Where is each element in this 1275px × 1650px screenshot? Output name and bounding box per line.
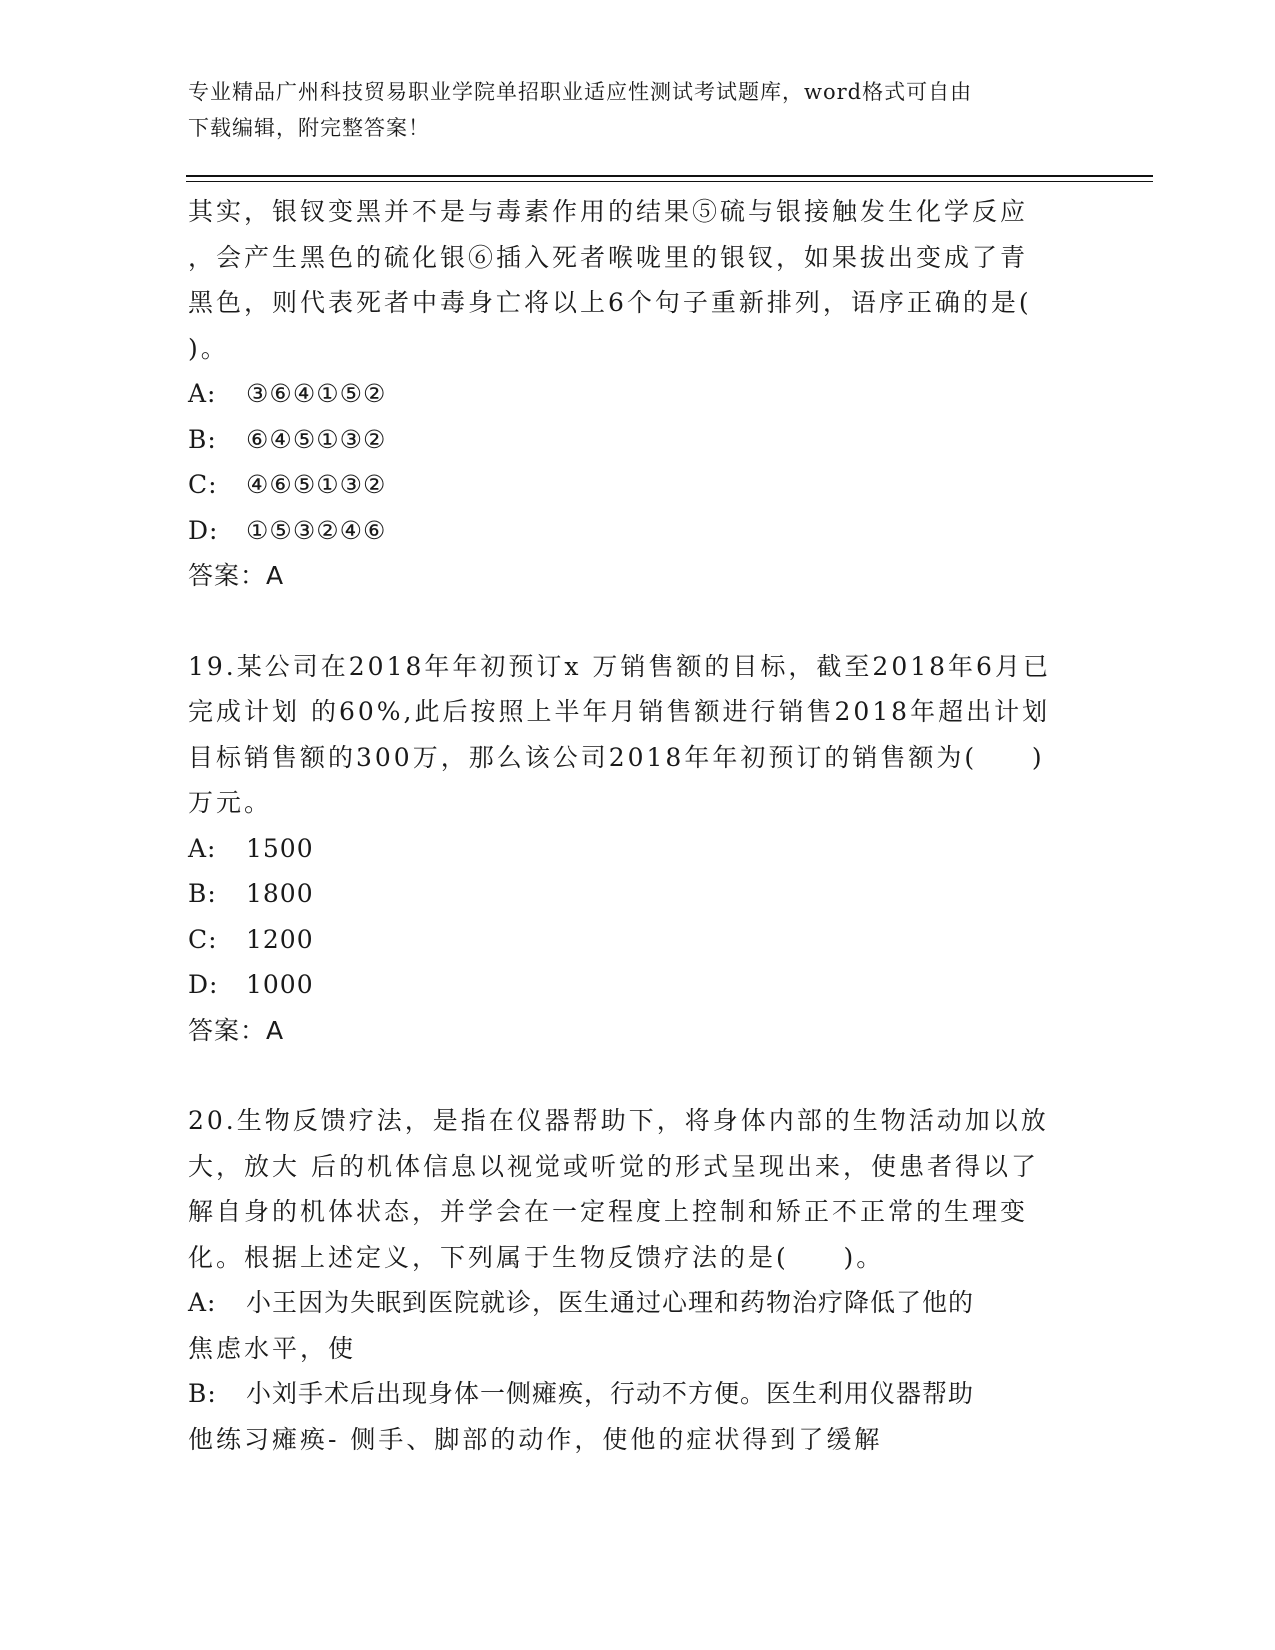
option-label: A: xyxy=(188,1288,217,1317)
answer: 答案：A xyxy=(188,561,285,590)
option-label: B: xyxy=(188,424,217,454)
option-label: D: xyxy=(188,515,219,545)
option-c xyxy=(188,917,1088,963)
option-label: B: xyxy=(188,879,217,908)
question-stem-line: 万元。 xyxy=(188,788,273,817)
option-text: ①⑤③②④⑥ xyxy=(246,515,387,545)
option-a xyxy=(188,826,1088,872)
option-label: D: xyxy=(188,970,219,999)
question-stem-line: 大，放大 后的机体信息以视觉或听觉的形式呈现出来，使患者得以了 xyxy=(188,1151,1039,1181)
header-line-1: 专业精品广州科技贸易职业学院单招职业适应性测试考试题库，word格式可自由 xyxy=(188,80,973,104)
answer: 答案：A xyxy=(188,1015,285,1045)
option-label: C: xyxy=(188,470,218,499)
option-d xyxy=(188,962,1088,1008)
question-stem-line: ，会产生黑色的硫化银⑥插入死者喉咙里的银钗，如果拔出变成了青 xyxy=(188,242,1029,272)
question-stem-line: 黑色，则代表死者中毒身亡将以上6个句子重新排列，语序正确的是( xyxy=(188,288,1032,317)
option-continuation: 焦虑水平，使 xyxy=(188,1333,357,1363)
option-b xyxy=(188,871,1088,917)
option-c xyxy=(188,462,1088,508)
option-text: 小刘手术后出现身体一侧瘫痪，行动不方便。医生利用仪器帮助 xyxy=(246,1379,975,1408)
question-stem-line: )。 xyxy=(188,333,229,363)
option-d xyxy=(188,508,1088,554)
option-text: ④⑥⑤①③② xyxy=(246,470,387,499)
question-20 xyxy=(188,1098,1088,1462)
option-label: A: xyxy=(188,379,217,408)
option-label: A: xyxy=(188,833,217,863)
option-a xyxy=(188,1280,1088,1326)
question-stem-line: 20.生物反馈疗法，是指在仪器帮助下，将身体内部的生物活动加以放 xyxy=(188,1106,1049,1135)
option-b xyxy=(188,417,1088,463)
option-label: B: xyxy=(188,1379,217,1408)
question-stem-line: 19.某公司在2018年年初预订x 万销售额的目标，截至2018年6月已 xyxy=(188,651,1051,681)
spacer xyxy=(188,599,1088,644)
option-continuation: 他练习瘫痪- 侧手、脚部的动作，使他的症状得到了缓解 xyxy=(188,1424,883,1454)
header-rule-thin xyxy=(186,181,1153,182)
document-body xyxy=(188,189,1088,1462)
option-text: 小王因为失眠到医院就诊，医生通过心理和药物治疗降低了他的 xyxy=(246,1288,975,1317)
option-label: C: xyxy=(188,924,218,954)
option-text: 1000 xyxy=(246,970,314,999)
header-line-2: 下载编辑，附完整答案！ xyxy=(188,116,430,140)
question-19 xyxy=(188,644,1088,1054)
option-text: 1200 xyxy=(246,924,314,954)
spacer xyxy=(188,1053,1088,1098)
option-text: ⑥④⑤①③② xyxy=(246,424,387,454)
question-stem-line: 目标销售额的300万，那么该公司2018年年初预订的销售额为( ) xyxy=(188,742,1045,772)
header-rule-thick xyxy=(186,175,1153,177)
option-text: ③⑥④①⑤② xyxy=(246,379,387,408)
option-b xyxy=(188,1371,1088,1417)
option-text: 1800 xyxy=(246,879,314,908)
option-text: 1500 xyxy=(246,833,314,863)
option-a xyxy=(188,371,1088,417)
page-header xyxy=(188,74,1068,146)
question-stem-line: 完成计划 的60%,此后按照上半年月销售额进行销售2018年超出计划 xyxy=(188,697,1051,726)
question-stem-line: 其实，银钗变黑并不是与毒素作用的结果⑤硫与银接触发生化学反应 xyxy=(188,197,1029,226)
question-stem-line: 化。根据上述定义，下列属于生物反馈疗法的是( )。 xyxy=(188,1242,885,1272)
question-18 xyxy=(188,189,1088,599)
question-stem-line: 解自身的机体状态，并学会在一定程度上控制和矫正不正常的生理变 xyxy=(188,1197,1029,1226)
